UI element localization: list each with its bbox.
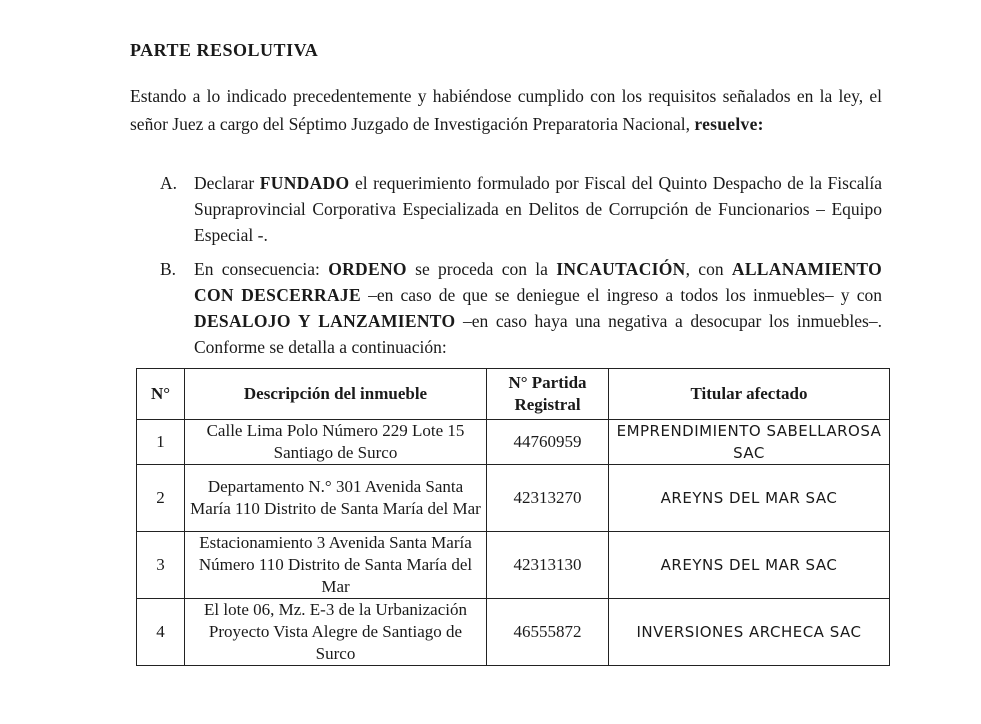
cell-partida: 42313130 xyxy=(487,532,609,599)
header-descripcion: Descripción del inmueble xyxy=(185,369,487,420)
item-b-bold-allanamiento: ALLANAMIENTO CON DESCERRAJE xyxy=(194,259,882,305)
item-b-bold-incautacion: INCAUTACIÓN xyxy=(556,259,686,279)
cell-titular: AREYNS DEL MAR SAC xyxy=(609,532,890,599)
intro-paragraph xyxy=(130,82,882,138)
item-b-text-4: –en caso de que se deniegue el ingreso a todos los inmuebles– y con xyxy=(360,285,882,305)
resolution-item-b xyxy=(160,256,882,360)
cell-titular: EMPRENDIMIENTO SABELLAROSA SAC xyxy=(609,420,890,465)
section-heading: PARTE RESOLUTIVA xyxy=(130,40,319,60)
cell-descripcion: Departamento N.° 301 Avenida Santa María 110 Distrito de Santa María del Mar xyxy=(185,465,487,532)
item-b-bold-ordeno: ORDENO xyxy=(328,259,407,279)
intro-text: Estando a lo indicado precedentemente y habiéndose cumplido con los requisitos señalados en la ley, el señor Juez a cargo del Séptimo Juzgado de Investigación Preparatoria Nacional, xyxy=(130,86,882,134)
item-a-text-1: Declarar xyxy=(194,173,260,193)
cell-n: 3 xyxy=(137,532,185,599)
intro-bold-resuelve: resuelve: xyxy=(694,114,764,134)
item-a-text-2: el requerimiento formulado por Fiscal del Quinto Despacho de la Fiscalía Supraprovincial Corporativa Especializada en Delitos de Corrupción de Funcionarios – Equipo Especial -. xyxy=(194,173,882,245)
cell-n: 2 xyxy=(137,465,185,532)
item-letter-a: A. xyxy=(160,173,178,193)
header-partida: N° Partida Registral xyxy=(487,369,609,420)
item-letter-b: B. xyxy=(160,259,177,279)
cell-descripcion: El lote 06, Mz. E-3 de la Urbanización Proyecto Vista Alegre de Santiago de Surco xyxy=(185,599,487,666)
table-header-row xyxy=(137,369,890,420)
item-a-bold-fundado: FUNDADO xyxy=(259,173,350,193)
header-n: N° xyxy=(137,369,185,420)
item-a-body xyxy=(194,170,882,248)
table-row xyxy=(137,599,890,666)
cell-partida: 44760959 xyxy=(487,420,609,465)
cell-partida: 46555872 xyxy=(487,599,609,666)
item-b-text-5: –en caso haya una negativa a desocupar los inmuebles–. Conforme se detalla a continuación: xyxy=(194,311,882,357)
cell-descripcion: Estacionamiento 3 Avenida Santa María Número 110 Distrito de Santa María del Mar xyxy=(185,532,487,599)
item-b-text-1: En consecuencia: xyxy=(194,259,329,279)
cell-descripcion: Calle Lima Polo Número 229 Lote 15 Santiago de Surco xyxy=(185,420,487,465)
header-titular: Titular afectado xyxy=(609,369,890,420)
cell-n: 1 xyxy=(137,420,185,465)
resolution-item-a xyxy=(160,170,882,248)
cell-partida: 42313270 xyxy=(487,465,609,532)
table-row xyxy=(137,532,890,599)
property-table xyxy=(136,368,890,666)
cell-titular: AREYNS DEL MAR SAC xyxy=(609,465,890,532)
item-b-text-3: , con xyxy=(685,259,732,279)
cell-titular: INVERSIONES ARCHECA SAC xyxy=(609,599,890,666)
item-b-bold-desalojo: DESALOJO Y LANZAMIENTO xyxy=(194,311,456,331)
table-row xyxy=(137,420,890,465)
item-b-text-2: se proceda con la xyxy=(406,259,557,279)
table-row xyxy=(137,465,890,532)
item-b-body xyxy=(194,256,882,360)
cell-n: 4 xyxy=(137,599,185,666)
